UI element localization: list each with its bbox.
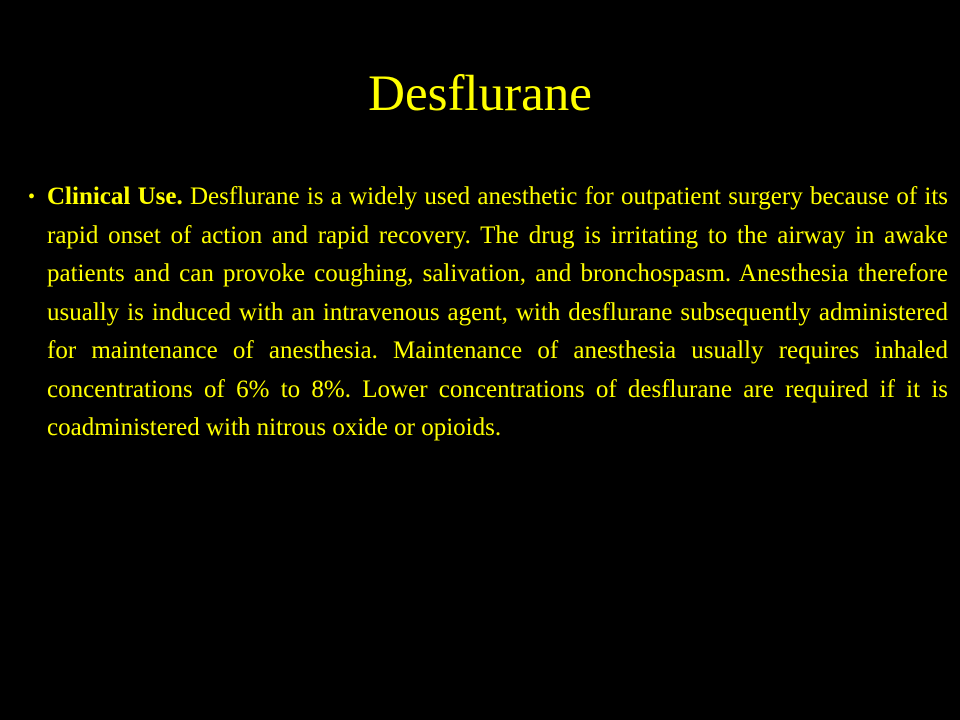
bullet-marker-icon: • <box>28 186 36 208</box>
bullet-heading: Clinical Use. <box>47 183 183 210</box>
bullet-list <box>28 178 948 448</box>
bullet-text: Desflurane is a widely used anesthetic for outpatient surgery because of its rapid onset of action and rapid recovery. The drug is irritating to the airway in awake patients and can provoke coughing, salivation, and bronchospasm. Anesthesia therefore usually is induced with an intravenous agent, with desflurane subsequently administered for maintenance of anesthesia. Maintenance of anesthesia usually requires inhaled concentrations of 6% to 8%. Lower concentrations of desflurane are required if it is coadministered with nitrous oxide or opioids. <box>47 183 948 441</box>
bullet-item-clinical-use <box>28 178 948 448</box>
slide-title: Desflurane <box>368 66 592 122</box>
